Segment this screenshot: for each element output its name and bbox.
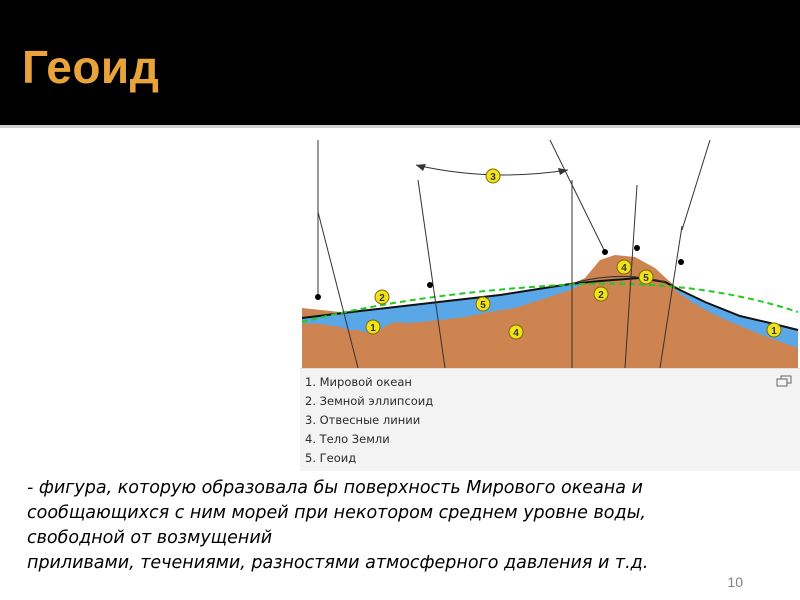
plumb-bob	[427, 282, 433, 288]
page-number: 10	[727, 574, 743, 590]
header-divider	[0, 125, 800, 128]
definition-line: свободной от возмущений	[27, 528, 273, 548]
plumb-bob	[602, 249, 608, 255]
marker	[476, 297, 490, 311]
marker-label: 3	[490, 172, 496, 183]
geoid-figure	[300, 140, 800, 470]
geoid-diagram	[300, 140, 800, 368]
legend-item-ellipsoid: 2. Земной эллипсоид	[305, 394, 434, 408]
marker	[509, 325, 523, 339]
marker	[375, 290, 389, 304]
marker	[767, 323, 781, 337]
marker-label: 5	[643, 273, 649, 284]
legend-item-plumb-lines: 3. Отвесные линии	[305, 413, 421, 427]
marker-label: 4	[621, 263, 627, 274]
plumb-bob	[678, 259, 684, 265]
marker	[617, 260, 631, 274]
plumb-bob	[634, 245, 640, 251]
marker	[486, 169, 500, 183]
geoid-definition	[27, 476, 767, 576]
definition-line: приливами, течениями, разностями атмосферного давления и т.д.	[27, 553, 649, 573]
marker-label: 5	[480, 300, 486, 311]
marker-label: 1	[370, 323, 376, 334]
definition-line: - фигура, которую образовала бы поверхность Мирового океана и	[27, 478, 643, 498]
marker	[639, 270, 653, 284]
definition-line: сообщающихся с ним морей при некотором среднем уровне воды,	[27, 503, 646, 523]
marker-label: 1	[771, 326, 777, 337]
legend-item-earth-body: 4. Тело Земли	[305, 432, 390, 446]
marker	[594, 287, 608, 301]
slide-header	[0, 0, 800, 125]
plumb-bob	[315, 294, 321, 300]
marker-label: 4	[513, 328, 519, 339]
legend-item-geoid: 5. Геоид	[305, 451, 357, 465]
slide-title: Геоид	[22, 41, 160, 93]
marker-label: 2	[379, 293, 385, 304]
marker	[366, 320, 380, 334]
marker-label: 2	[598, 290, 604, 301]
diagram-legend	[300, 368, 800, 471]
expand-icon[interactable]	[776, 375, 792, 387]
legend-item-ocean: 1. Мировой океан	[305, 375, 412, 389]
